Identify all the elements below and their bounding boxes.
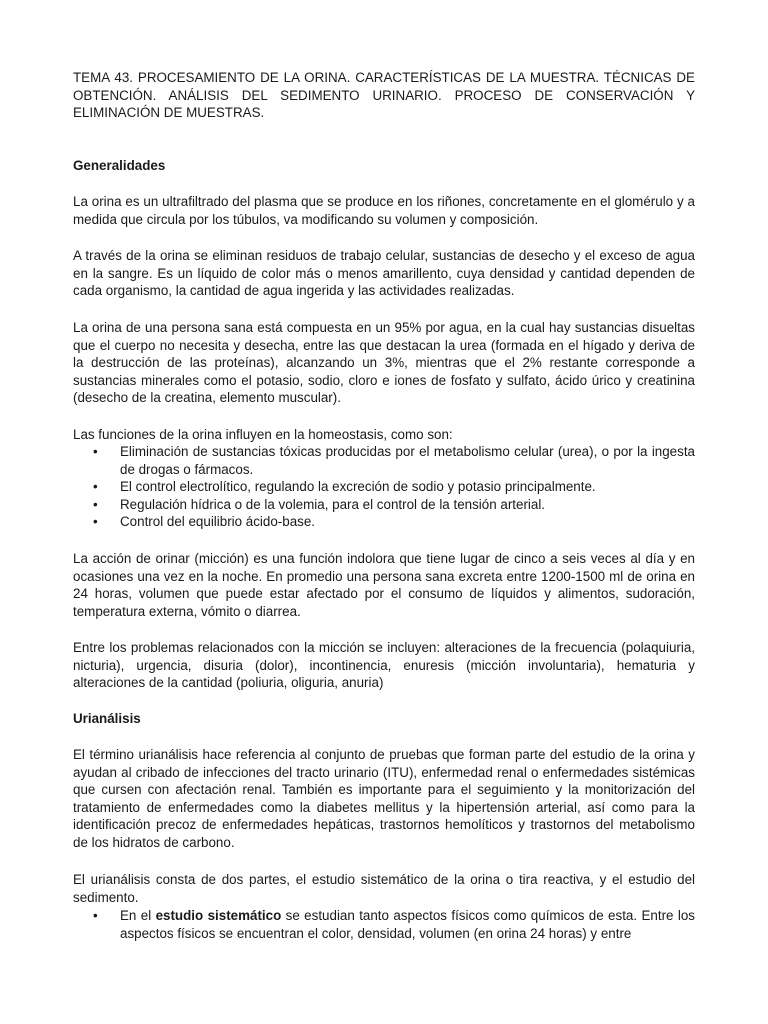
list-item: • Regulación hídrica o de la volemia, para el control de la tensión arterial. bbox=[73, 496, 695, 514]
paragraph-4: Las funciones de la orina influyen en la homeostasis, como son: bbox=[73, 427, 453, 442]
paragraph-6: Entre los problemas relacionados con la micción se incluyen: alteraciones de la frecuencia (polaquiuria, nicturia), urgencia, disuria (dolor), incontinencia, enuresis (micción involuntaria), hematuria y alteraciones de la cantidad (poliuria, oliguria, anuria) bbox=[73, 640, 695, 691]
paragraph-5: La acción de orinar (micción) es una función indolora que tiene lugar de cinco a seis veces al día y en ocasiones una vez en la noche. En promedio una persona sana excreta entre 1200-1500 ml de orina en 24 horas, volumen que puede estar afectado por el consumo de líquidos y alimentos, sudoración, temperatura externa, vómito o diarrea. bbox=[73, 551, 695, 619]
list-item: • Eliminación de sustancias tóxicas producidas por el metabolismo celular (urea), o por la ingesta de drogas o fármacos. bbox=[73, 443, 695, 478]
document-title: TEMA 43. PROCESAMIENTO DE LA ORINA. CARACTERÍSTICAS DE LA MUESTRA. TÉCNICAS DE OBTENCIÓN. ANÁLISIS DEL SEDIMENTO URINARIO. PROCESO DE CONSERVACIÓN Y ELIMINACIÓN DE MUESTRAS. bbox=[73, 70, 695, 121]
list-item bbox=[73, 907, 695, 942]
list-item: • Control del equilibrio ácido-base. bbox=[73, 513, 695, 531]
list-item: • El control electrolítico, regulando la excreción de sodio y potasio principalmente. bbox=[73, 478, 695, 496]
functions-list bbox=[73, 443, 695, 531]
list-item-prefix: En el bbox=[120, 908, 156, 923]
paragraph-7: El término urianálisis hace referencia al conjunto de pruebas que forman parte del estudio de la orina y ayudan al cribado de infecciones del tracto urinario (ITU), enfermedad renal o enfermedades sistémicas que cursen con afectación renal. También es importante para el seguimiento y la monitorización del tratamiento de enfermedades como la diabetes mellitus y la hipertensión arterial, así como para la identificación precoz de enfermedades hepáticas, trastornos hemolíticos y trastornos del metabolismo de los hidratos de carbono. bbox=[73, 747, 695, 850]
heading-urianalisis: Urianálisis bbox=[73, 711, 141, 726]
paragraph-3: La orina de una persona sana está compuesta en un 95% por agua, en la cual hay sustancias disueltas que el cuerpo no necesita y desecha, entre las que destacan la urea (formada en el hígado y deriva de la destrucción de las proteínas), alcanzando un 3%, mientras que el 2% restante corresponde a sustancias minerales como el potasio, sodio, cloro e iones de fosfato y sulfato, ácido úrico y creatinina (desecho de la creatina, elemento muscular). bbox=[73, 320, 695, 406]
paragraph-8: El urianálisis consta de dos partes, el estudio sistemático de la orina o tira reactiva, y el estudio del sedimento. bbox=[73, 872, 695, 905]
urianalisis-list bbox=[73, 907, 695, 942]
list-item-bold: estudio sistemático bbox=[155, 908, 282, 923]
paragraph-1: La orina es un ultrafiltrado del plasma que se produce en los riñones, concretamente en el glomérulo y a medida que circula por los túbulos, va modificando su volumen y composición. bbox=[73, 194, 695, 227]
paragraph-2: A través de la orina se eliminan residuos de trabajo celular, sustancias de desecho y el exceso de agua en la sangre. Es un líquido de color más o menos amarillento, cuya densidad y cantidad dependen de cada organismo, la cantidad de agua ingerida y las actividades realizadas. bbox=[73, 248, 695, 299]
heading-generalidades: Generalidades bbox=[73, 158, 166, 173]
list-item-text: se estudian tanto aspectos físicos como químicos de esta. Entre los aspectos físicos se encuentran el color, densidad, volumen (en orina 24 horas) y entre bbox=[120, 908, 695, 941]
